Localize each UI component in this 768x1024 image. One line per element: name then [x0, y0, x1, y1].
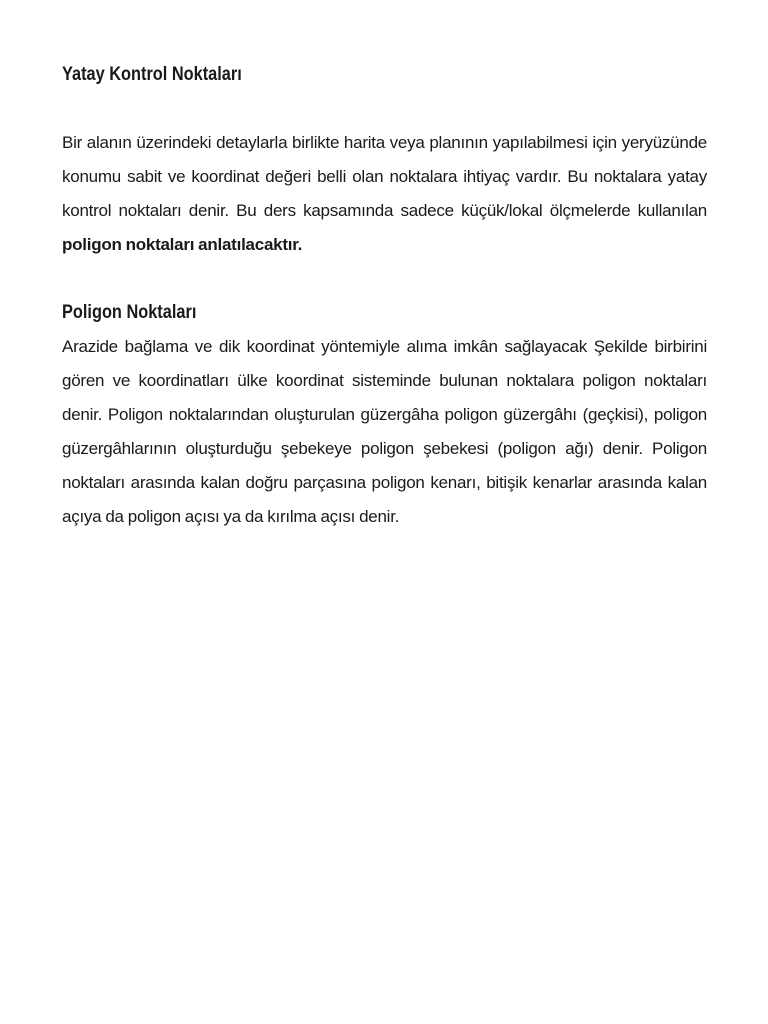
- spacer: [62, 92, 707, 126]
- paragraph-poligon: Arazide bağlama ve dik koordinat yöntemiyle alıma imkân sağlayacak Şekilde birbirini gören ve koordinatları ülke koordinat sisteminde bulunan noktalara poligon noktaları denir. Poligon noktalarından oluşturulan güzergâha poligon güzergâhı (geçkisi), poligon güzergâhlarının oluşturduğu şebekeye poligon şebekesi (poligon ağı) denir. Poligon noktaları arasında kalan doğru parçasına poligon kenarı, bitişik kenarlar arasında kalan açıya da poligon açısı ya da kırılma açısı denir.: [62, 337, 707, 526]
- paragraph-text: Bir alanın üzerindeki detaylarla birlikte harita veya planının yapılabilmesi için yeryüzünde konumu sabit ve koordinat değeri belli olan noktalara ihtiyaç vardır. Bu noktalara yatay kontrol noktaları denir. Bu ders kapsamında sadece küçük/lokal ölçmelerde kullanılan: [62, 133, 707, 220]
- paragraph-yatay-kontrol: [62, 126, 707, 262]
- paragraph-bold-text: poligon noktaları anlatılacaktır.: [62, 235, 303, 254]
- section-heading-poligon: Poligon Noktaları: [62, 302, 197, 323]
- document-page: [62, 58, 707, 534]
- section-heading-yatay-kontrol: Yatay Kontrol Noktaları: [62, 64, 242, 85]
- spacer: [62, 262, 707, 296]
